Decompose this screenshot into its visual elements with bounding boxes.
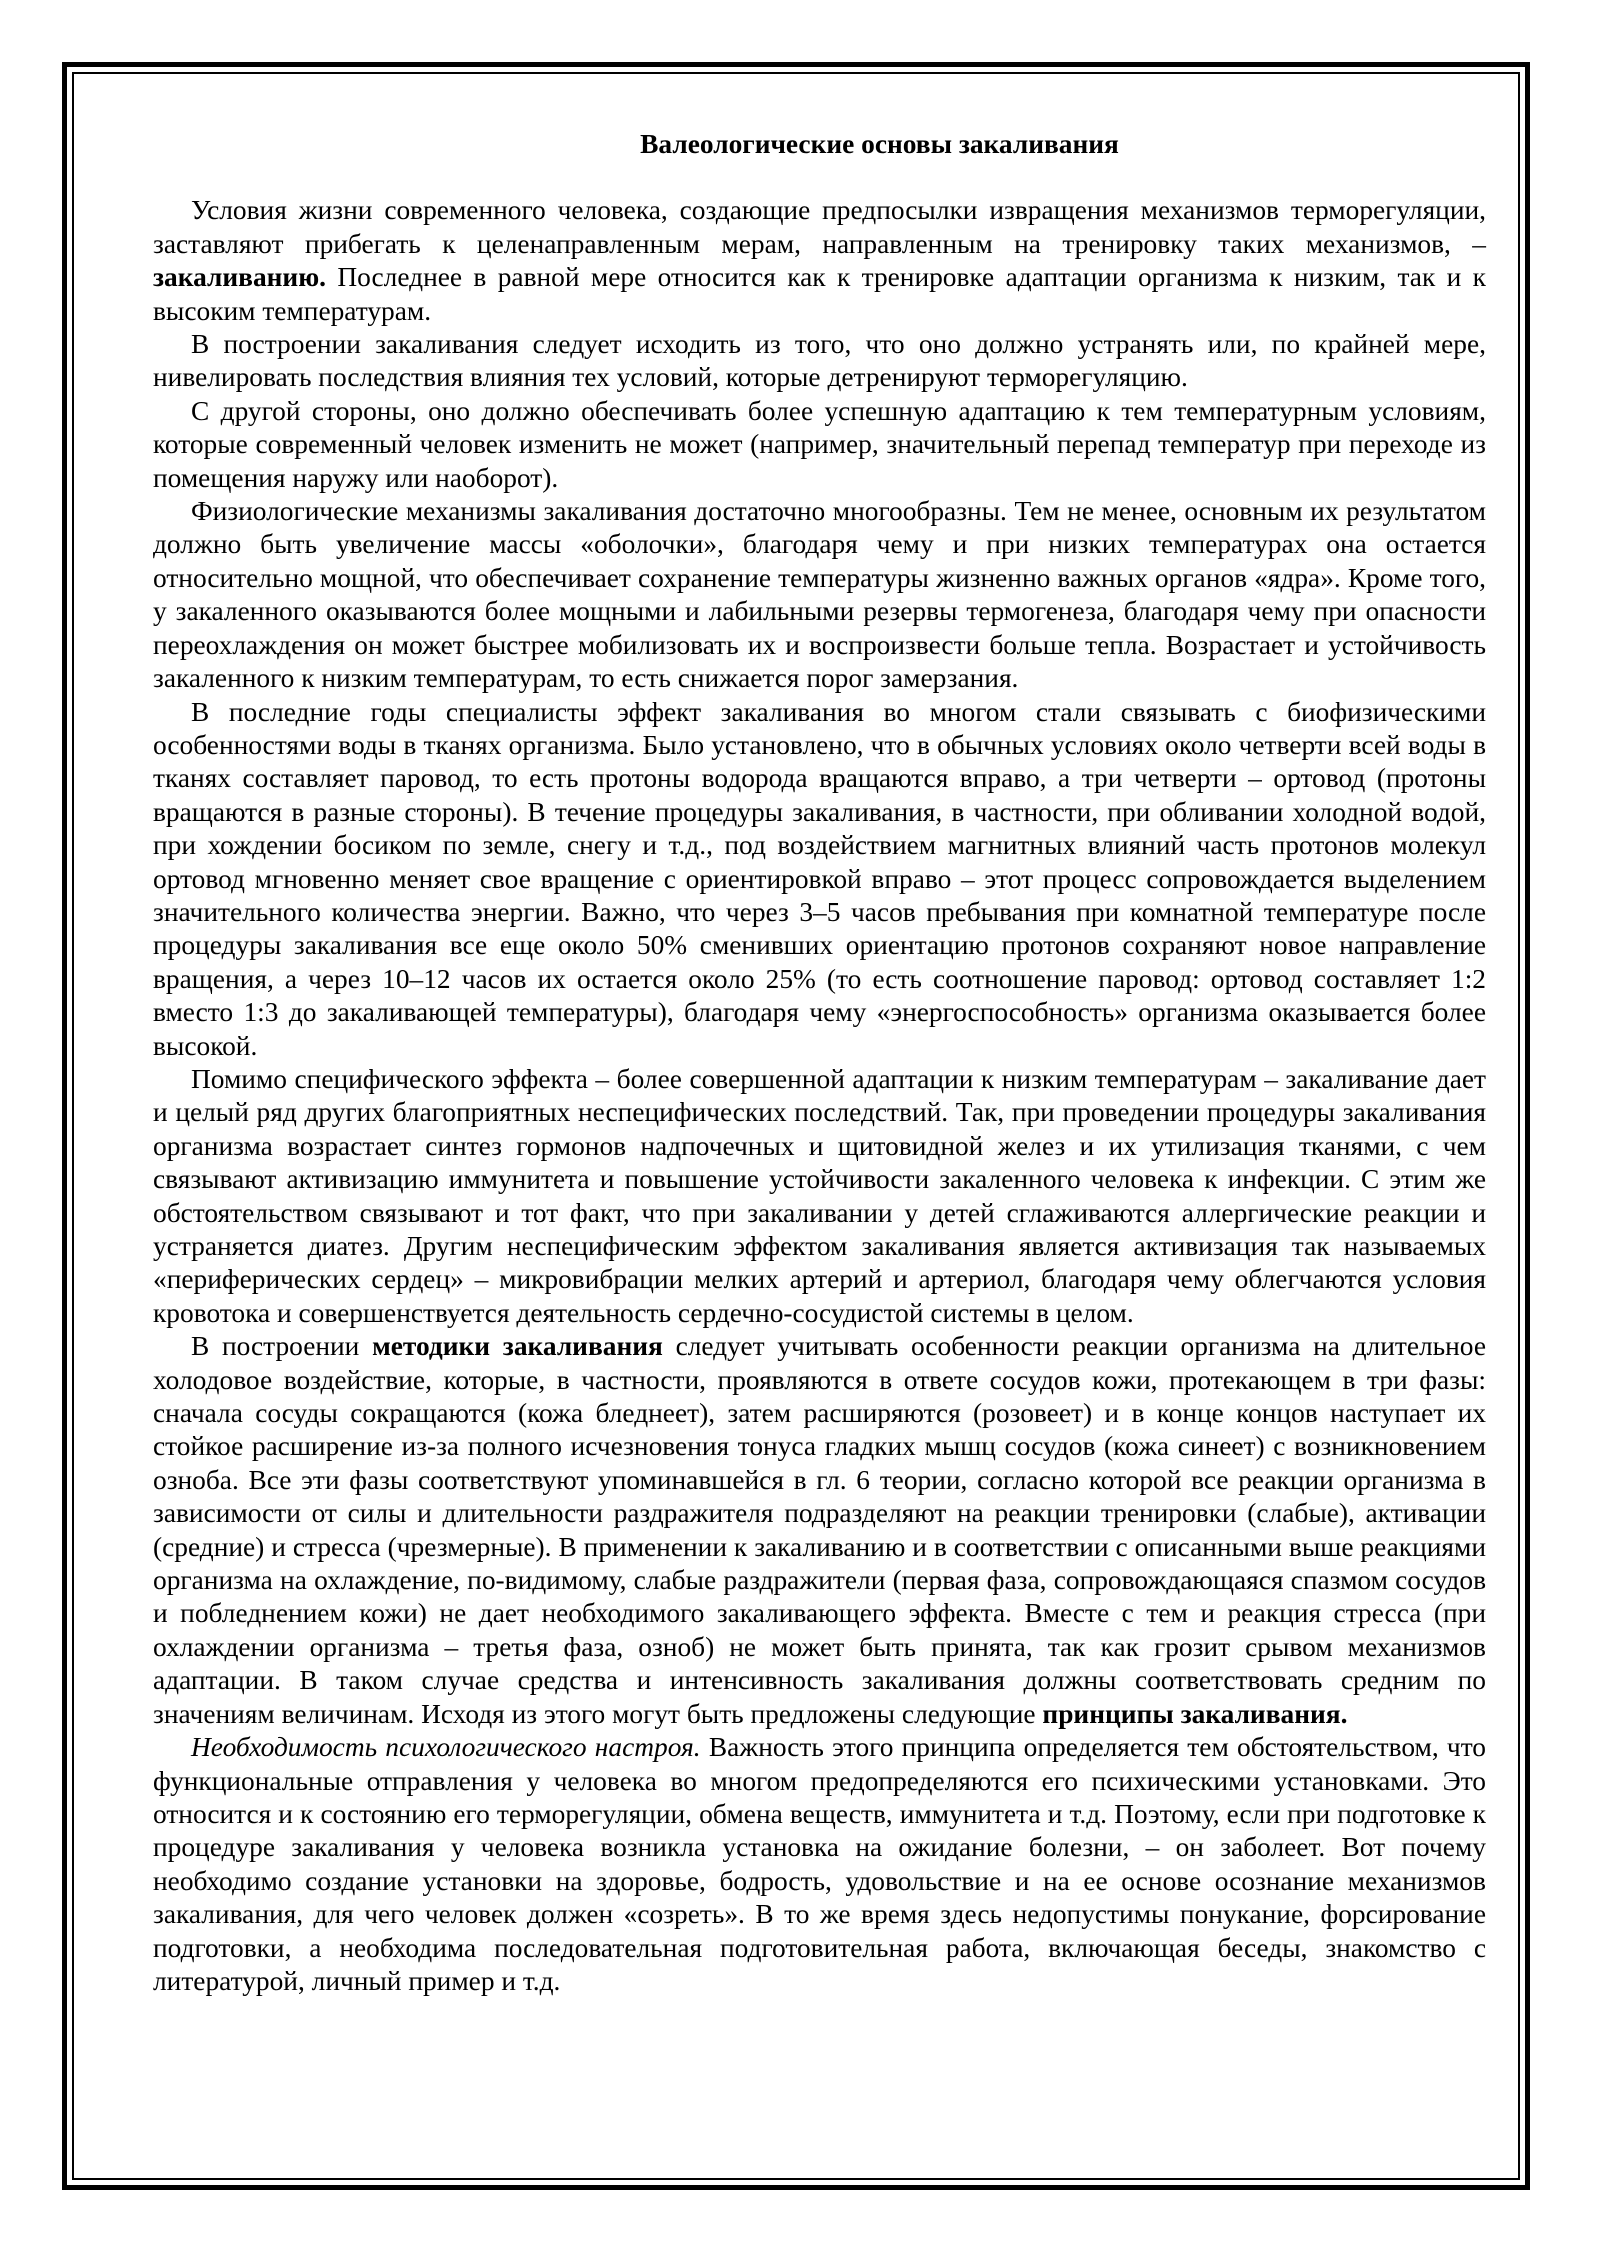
paragraph-1 [153, 194, 1486, 328]
paragraph-1-text-c: Последнее в равной мере относится как к тренировке адаптации организма к низким, так и к высоким температурам. [153, 262, 1486, 326]
paragraph-1-bold-term: закаливанию. [153, 262, 326, 293]
paragraph-8 [153, 1731, 1486, 1998]
paragraph-7-text-a: В построении [191, 1331, 373, 1362]
paragraph-7-text-c: следует учитывать особенности реакции организма на длительное холодовое воздействие, которые, в частности, проявляются в ответе сосудов кожи, протекающем в три фазы: сначала сосуды сокращаются (кожа бледнеет), затем расширяются (розовеет) и в конце концов наступает их стойкое расширение из-за полного исчезновения тонуса гладких мышц сосудов (кожа синеет) с возникновением озноба. Все эти фазы соответствуют упоминавшейся в гл. 6 теории, согласно которой все реакции организма в зависимости от силы и длительности раздражителя подразделяют на реакции тренировки (слабые), активации (средние) и стресса (чрезмерные). В применении к закаливанию и в соответствии с описанными выше реакциями организма на охлаждение, по-видимому, слабые раздражители (первая фаза, сопровождающаяся спазмом сосудов и побледнением кожи) не дает необходимого закаливающего эффекта. Вместе с тем и реакция стресса (при охлаждении организма – третья фаза, озноб) не может быть принята, так как грозит срывом механизмов адаптации. В таком случае средства и интенсивность закаливания должны соответствовать средним по значениям величинам. Исходя из этого могут быть предложены следующие [153, 1331, 1486, 1729]
paragraph-3: С другой стороны, оно должно обеспечивать более успешную адаптацию к тем температурным условиям, которые современный человек изменить не может (например, значительный перепад температур при переходе из помещения наружу или наоборот). [153, 395, 1486, 493]
paragraph-8-italic-heading: Необходимость психологического настроя. [191, 1732, 701, 1763]
paragraph-6: Помимо специфического эффекта – более совершенной адаптации к низким температурам – закаливание дает и целый ряд других благоприятных неспецифических последствий. Так, при проведении процедуры закаливания организма возрастает синтез гормонов надпочечных и щитовидной желез и их утилизация тканями, с чем связывают активизацию иммунитета и повышение устойчивости закаленного человека к инфекции. С этим же обстоятельством связывают и тот факт, что при закаливании у детей сглаживаются аллергические реакции и устраняется диатез. Другим неспецифическим эффектом закаливания является активизация так называемых «периферических сердец» – микровибрации мелких артерий и артериол, благодаря чему облегчаются условия кровотока и совершенствуется деятельность сердечно-сосудистой системы в целом. [153, 1063, 1486, 1328]
paragraph-1-text-a: Условия жизни современного человека, создающие предпосылки извращения механизмов терморегуляции, заставляют прибегать к целенаправленным мерам, направленным на тренировку таких механизмов, – [153, 195, 1486, 259]
paragraph-8-text-b: Важность этого принципа определяется тем обстоятельством, что функциональные отправления у человека во многом предопределяются его психическими установками. Это относится и к состоянию его терморегуляции, обмена веществ, иммунитета и т.д. Поэтому, если при подготовке к процедуре закаливания у человека возникла установка на ожидание болезни, – он заболеет. Вот почему необходимо создание установки на здоровье, бодрость, удовольствие и на ее основе осознание механизмов закаливания, для чего человек должен «созреть». В то же время здесь недопустимы понукание, форсирование подготовки, а необходима последовательная подготовительная работа, включающая беседы, знакомство с литературой, личный пример и т.д. [153, 1732, 1486, 1996]
document-body [153, 128, 1486, 1998]
paragraph-7-bold-term: методики закаливания [372, 1331, 663, 1362]
document-title: Валеологические основы закаливания [640, 129, 1119, 159]
paragraph-5: В последние годы специалисты эффект закаливания во многом стали связывать с биофизическими особенностями воды в тканях организма. Было установлено, что в обычных условиях около четверти всей воды в тканях составляет паровод, то есть протоны водорода вращаются вправо, а три четверти – ортовод (протоны вращаются в разные стороны). В течение процедуры закаливания, в частности, при обливании холодной водой, при хождении босиком по земле, снегу и т.д., под воздействием магнитных влияний часть протонов молекул ортовод мгновенно меняет свое вращение с ориентировкой вправо – этот процесс сопровождается выделением значительного количества энергии. Важно, что через 3–5 часов пребывания при комнатной температуре после процедуры закаливания все еще около 50% сменивших ориентацию протонов сохраняют новое направление вращения, а через 10–12 часов их остается около 25% (то есть соотношение паровод: ортовод составляет 1:2 вместо 1:3 до закаливающей температуры), благодаря чему «энергоспособность» организма оказывается более высокой. [153, 696, 1486, 1061]
paragraph-2: В построении закаливания следует исходить из того, что оно должно устранять или, по крайней мере, нивелировать последствия влияния тех условий, которые детренируют терморегуляцию. [153, 329, 1486, 393]
paragraph-7 [153, 1330, 1486, 1731]
paragraph-7-bold-principles: принципы закаливания. [1042, 1698, 1348, 1729]
paragraph-4: Физиологические механизмы закаливания достаточно многообразны. Тем не менее, основным их результатом должно быть увеличение массы «оболочки», благодаря чему и при низких температурах она остается относительно мощной, что обеспечивает сохранение температуры жизненно важных органов «ядра». Кроме того, у закаленного оказываются более мощными и лабильными резервы термогенеза, благодаря чему при опасности переохлаждения он может быстрее мобилизовать их и воспроизвести больше тепла. Возрастает и устойчивость закаленного к низким температурам, то есть снижается порог замерзания. [153, 496, 1486, 694]
